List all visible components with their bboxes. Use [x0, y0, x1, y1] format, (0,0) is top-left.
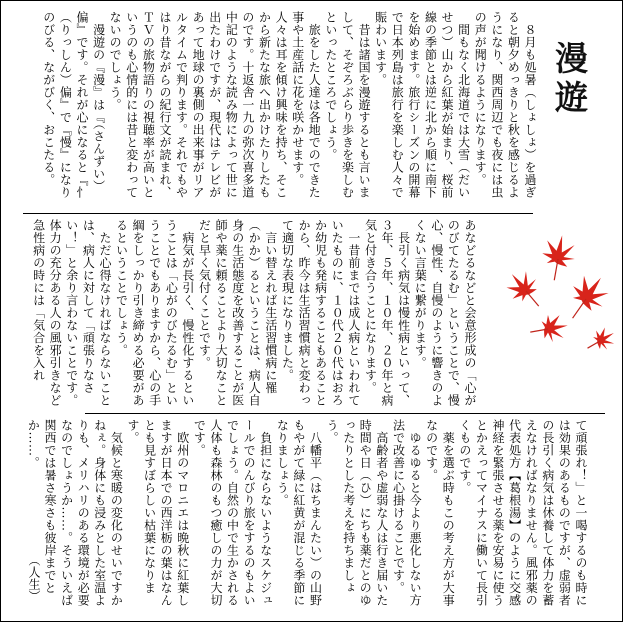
top-text-block: ８月も処暑（しょしょ）を過ぎると朝夕めっきりと秋を感じるようになり、関西周辺でも夜には虫の声が聞けるようになります。 間もなく北海道では大雪（だいせつ）山から紅葉が始まり、桜前線の季節とは逆に北から順に南下を始めます。旅行シーズンの開幕で日本列島は旅行を楽しむ人々で賑わいます。 昔は諸国を漫遊するとも言いまして、そぞろぶらり歩きを楽しむといったところでしょう。 旅をした人達は各地でのできた事や土産話に花を咲かせます。人々は耳を傾け興味を持ち、そこから新たな旅へ出かけたりしたものです。十返舎一九の弥次喜多道中記のような読み物によって世に出たわけですが、現代はテレビがあって地球の裏側の出来事がリアルタイムで判ります。それでもやはり昔ながらの紀行文が読まれ、ＴＶの旅物語りの視聴率が高いというのも心情的には昔と変わってないのでしょう。 漫遊の『漫』は『（さんずい）偏』です。それが心になると『忄（りっしん）偏』で『慢』になりのびる、ながびく、おこたる。: [41, 11, 537, 199]
maple-leaf-illustration: [488, 229, 623, 364]
bottom-text-block: て頑張れ！」と一喝するのも時には効果のあるものですが、虚弱者の長引く病気は休養して体力を蓄えなければなりません。風邪薬の代表処方【葛根湯】のように交感神経を緊張させる薬を安易に使うとかえってマイナスに働いて長引くものです。 薬を選ぶ時もこの考え方が大事なのです。 ゆるゆると今より悪化しない方法で改善に心掛けることです。 高齢者や虚弱な人は行き届いた時間や日（ひ）にちも薬だとのゆったりとした考えを持ちましょう。 八幡平（はちまんたい）の山野もやがて緑に紅黄が混じる季節になりましょう。 負担にならないようなスケジュールでのんびり旅をするのもよいでしょう。自然の中で生かされる人体も森林のもつ癒しの力が大切です。 欧州のマロニエは晩秋に紅葉しますが日本での西洋栃の葉はなんとも見すぼらしい枯葉になります。 気候と寒暖の変化のせいですかねぇ。身体にも浸みとした室温よりも、メリハリのある環境が必要なのでしょうか……。そういえば関西では暑さ寒さも彼岸までとか……。: [26, 419, 588, 607]
divider-top: [23, 213, 533, 214]
divider-bottom: [85, 413, 605, 414]
maple-leaf: [541, 232, 579, 267]
maple-leaf: [541, 312, 570, 344]
maple-leaf: [568, 267, 616, 314]
signature: （人生）: [27, 554, 41, 602]
maple-stem: [526, 291, 539, 306]
maple-leaf: [591, 323, 619, 352]
maple-leaf: [500, 264, 541, 305]
maple-stem: [573, 299, 586, 318]
page-title: 漫遊: [550, 41, 589, 119]
middle-text-block: あなどるなどと会意形成の「心がのびてたるむ」ということで、慢心、慢性、自慢のように響きのよくない言葉に繋がります。 長引く病気は慢性病といって、３年、５年、１０年、２０年と病気と付き合うことになります。 一昔前までは成人病といわれていたものに、１０代２０代はおろか幼児も発病することもあることから、昨今は生活習慣病と変わって適切な表現になりました。 言い替えれば生活習慣病に罹（かか）るということは、病人自身の生活態度を改善することが医師や薬に頼ることより大切なことだと早く気付くことです。 病気が長引く、慢性化するということは「心がのびたるむ」ということでもありますから、心の手綱をしっかり引き締める必要があるということでしょう。 ただ心得なければならないことは、病人に対して「頑張りなさい！」と余り言わないことです。体力の充分ある人の風邪引きなど急性病の時には「気合を入れ: [31, 219, 477, 407]
